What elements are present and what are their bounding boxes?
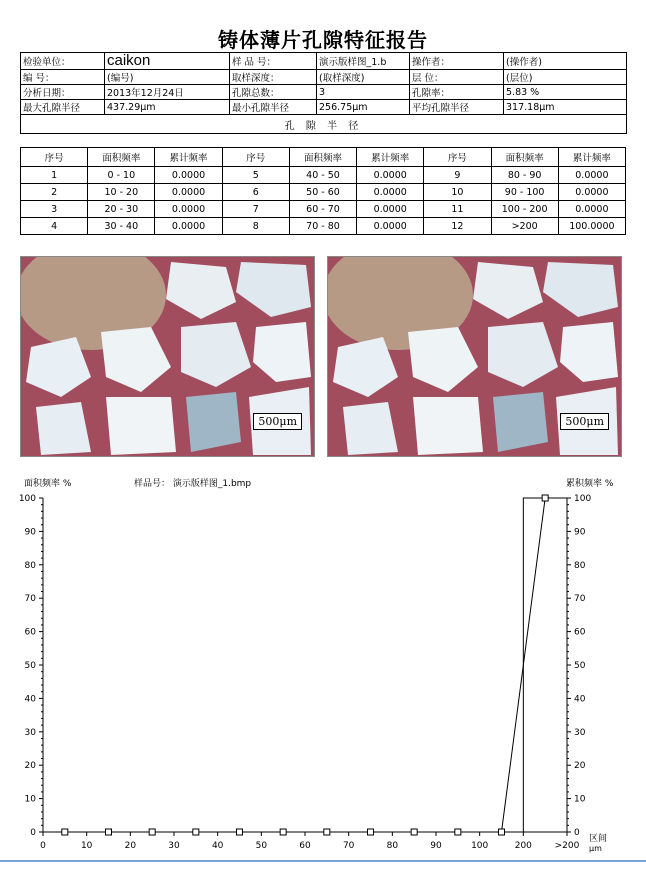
info-value: 437.29μm (105, 100, 230, 115)
info-table (20, 52, 627, 134)
sample-label: 样品号： 演示版样图_1.bmp (134, 479, 252, 489)
table-cell: 100.0000 (558, 218, 625, 235)
info-value: (层位) (504, 70, 627, 85)
x-tick-label: 100 (471, 841, 489, 851)
info-value: (取样深度) (317, 70, 410, 85)
table-cell: 60 - 70 (289, 201, 356, 218)
x-tick-label: 60 (299, 841, 311, 851)
x-tick-label: 20 (124, 841, 137, 851)
info-value: 演示版样图_1.b (317, 53, 410, 70)
column-header: 面积频率 (289, 148, 356, 167)
cumulative-point (193, 829, 199, 835)
column-header: 累计频率 (558, 148, 625, 167)
table-cell: 0.0000 (558, 167, 625, 184)
y-tick-label-left: 80 (24, 560, 36, 571)
scale-bar-label: 500μm (253, 413, 302, 430)
table-cell: 30 - 40 (88, 218, 155, 235)
cumulative-point (237, 829, 243, 835)
thin-section-photo-left (20, 256, 315, 457)
table-cell: 10 - 20 (88, 184, 155, 201)
table-cell: 6 (222, 184, 289, 201)
cumulative-line (65, 498, 545, 832)
table-row (21, 167, 626, 184)
x-tick-label: 90 (430, 841, 442, 851)
thin-section-photo-right (327, 256, 622, 457)
table-cell: 12 (424, 218, 491, 235)
cumulative-point (324, 829, 330, 835)
cumulative-point (106, 829, 112, 835)
info-value: 317.18μm (504, 100, 627, 115)
x-tick-label: 30 (168, 841, 180, 851)
table-cell: 2 (21, 184, 88, 201)
table-cell: 0.0000 (155, 167, 222, 184)
y-tick-label-left: 40 (24, 694, 36, 705)
cumulative-point (455, 829, 461, 835)
info-row (21, 100, 627, 115)
cumulative-point (280, 829, 286, 835)
info-label: 检验单位： (21, 53, 105, 70)
info-label: 平均孔隙半径 (410, 100, 504, 115)
y-tick-label-right: 40 (574, 694, 586, 705)
y-tick-label-left: 20 (24, 761, 36, 772)
column-header: 序号 (222, 148, 289, 167)
y-tick-label-left: 10 (24, 794, 36, 805)
pore-radius-chart (0, 490, 646, 855)
report-title: 铸体薄片孔隙特征报告 (218, 28, 428, 52)
cumulative-point (149, 829, 155, 835)
table-cell: 80 - 90 (491, 167, 558, 184)
cumulative-point (62, 829, 68, 835)
histogram-bar (523, 498, 567, 832)
scale-bar-label: 500μm (560, 413, 609, 430)
info-label: 样 品 号： (230, 53, 317, 70)
y-tick-label-right: 30 (574, 727, 586, 738)
table-cell: 0.0000 (155, 218, 222, 235)
x-tick-label: 10 (80, 841, 93, 851)
section-row (21, 115, 627, 134)
table-cell: 11 (424, 201, 491, 218)
info-label: 操作者： (410, 53, 504, 70)
y-tick-label-right: 100 (574, 494, 592, 504)
column-header: 面积频率 (88, 148, 155, 167)
table-row (21, 184, 626, 201)
column-header: 面积频率 (491, 148, 558, 167)
table-cell: 3 (21, 201, 88, 218)
table-cell: 0.0000 (558, 184, 625, 201)
info-value: 2013年12月24日 (105, 85, 230, 100)
y-tick-label-left: 0 (30, 828, 36, 838)
y-tick-label-left: 70 (24, 594, 36, 605)
column-header: 序号 (424, 148, 491, 167)
info-label: 分析日期： (21, 85, 105, 100)
table-cell: 0.0000 (357, 167, 424, 184)
section-title: 孔 隙 半 径 (21, 115, 627, 134)
info-label: 最大孔隙半径 (21, 100, 105, 115)
column-header: 序号 (21, 148, 88, 167)
window-bottom-border (0, 860, 646, 862)
x-tick-label: 70 (342, 841, 355, 851)
table-cell: 50 - 60 (289, 184, 356, 201)
info-row (21, 53, 627, 70)
y-tick-label-right: 50 (574, 661, 586, 671)
x-tick-label: 0 (40, 841, 46, 851)
info-value: 5.83 % (504, 85, 627, 100)
table-cell: 100 - 200 (491, 201, 558, 218)
left-axis-title: 面积频率 % (24, 479, 72, 489)
info-label: 取样深度： (230, 70, 317, 85)
x-axis-unit-sub: μm (589, 844, 602, 853)
cumulative-point (542, 495, 548, 501)
x-tick-label: 50 (255, 841, 268, 851)
table-cell: >200 (491, 218, 558, 235)
y-tick-label-right: 70 (574, 594, 586, 605)
table-row (21, 218, 626, 235)
table-cell: 0.0000 (357, 201, 424, 218)
x-tick-label: >200 (554, 841, 580, 851)
y-tick-label-left: 30 (24, 727, 36, 738)
y-tick-label-left: 50 (24, 661, 36, 671)
right-axis-title: 累积频率 % (566, 479, 614, 489)
info-value: caikon (105, 53, 230, 70)
info-value: 3 (317, 85, 410, 100)
info-label: 孔隙总数： (230, 85, 317, 100)
table-cell: 0.0000 (155, 184, 222, 201)
info-label: 编 号： (21, 70, 105, 85)
table-cell: 0.0000 (155, 201, 222, 218)
table-cell: 9 (424, 167, 491, 184)
info-row (21, 70, 627, 85)
info-row (21, 85, 627, 100)
bins-header-row (21, 148, 626, 167)
y-tick-label-right: 60 (574, 627, 586, 638)
y-tick-label-right: 20 (574, 761, 586, 772)
table-cell: 7 (222, 201, 289, 218)
bins-table (20, 147, 626, 235)
table-cell: 8 (222, 218, 289, 235)
table-row (21, 201, 626, 218)
x-tick-label: 200 (514, 841, 532, 851)
table-cell: 0.0000 (357, 184, 424, 201)
y-tick-label-left: 100 (18, 494, 36, 504)
info-label: 最小孔隙半径 (230, 100, 317, 115)
cumulative-point (368, 829, 374, 835)
info-value: (编号) (105, 70, 230, 85)
table-cell: 0.0000 (357, 218, 424, 235)
y-tick-label-left: 60 (24, 627, 36, 638)
table-cell: 4 (21, 218, 88, 235)
cumulative-point (499, 829, 505, 835)
table-cell: 0 - 10 (88, 167, 155, 184)
info-label: 孔隙率： (410, 85, 504, 100)
table-cell: 10 (424, 184, 491, 201)
x-tick-label: 40 (211, 841, 224, 851)
table-cell: 0.0000 (558, 201, 625, 218)
table-cell: 1 (21, 167, 88, 184)
cumulative-point (411, 829, 417, 835)
info-label: 层 位： (410, 70, 504, 85)
y-tick-label-right: 90 (574, 527, 586, 538)
y-tick-label-right: 10 (574, 794, 586, 805)
table-cell: 90 - 100 (491, 184, 558, 201)
info-value: (操作者) (504, 53, 627, 70)
y-tick-label-right: 80 (574, 560, 586, 571)
table-cell: 40 - 50 (289, 167, 356, 184)
column-header: 累计频率 (357, 148, 424, 167)
table-cell: 70 - 80 (289, 218, 356, 235)
info-value: 256.75μm (317, 100, 410, 115)
table-cell: 20 - 30 (88, 201, 155, 218)
column-header: 累计频率 (155, 148, 222, 167)
x-tick-label: 80 (386, 841, 399, 851)
y-tick-label-left: 90 (24, 527, 36, 538)
x-axis-unit-label: 区间 (589, 834, 608, 844)
table-cell: 5 (222, 167, 289, 184)
y-tick-label-right: 0 (574, 828, 580, 838)
